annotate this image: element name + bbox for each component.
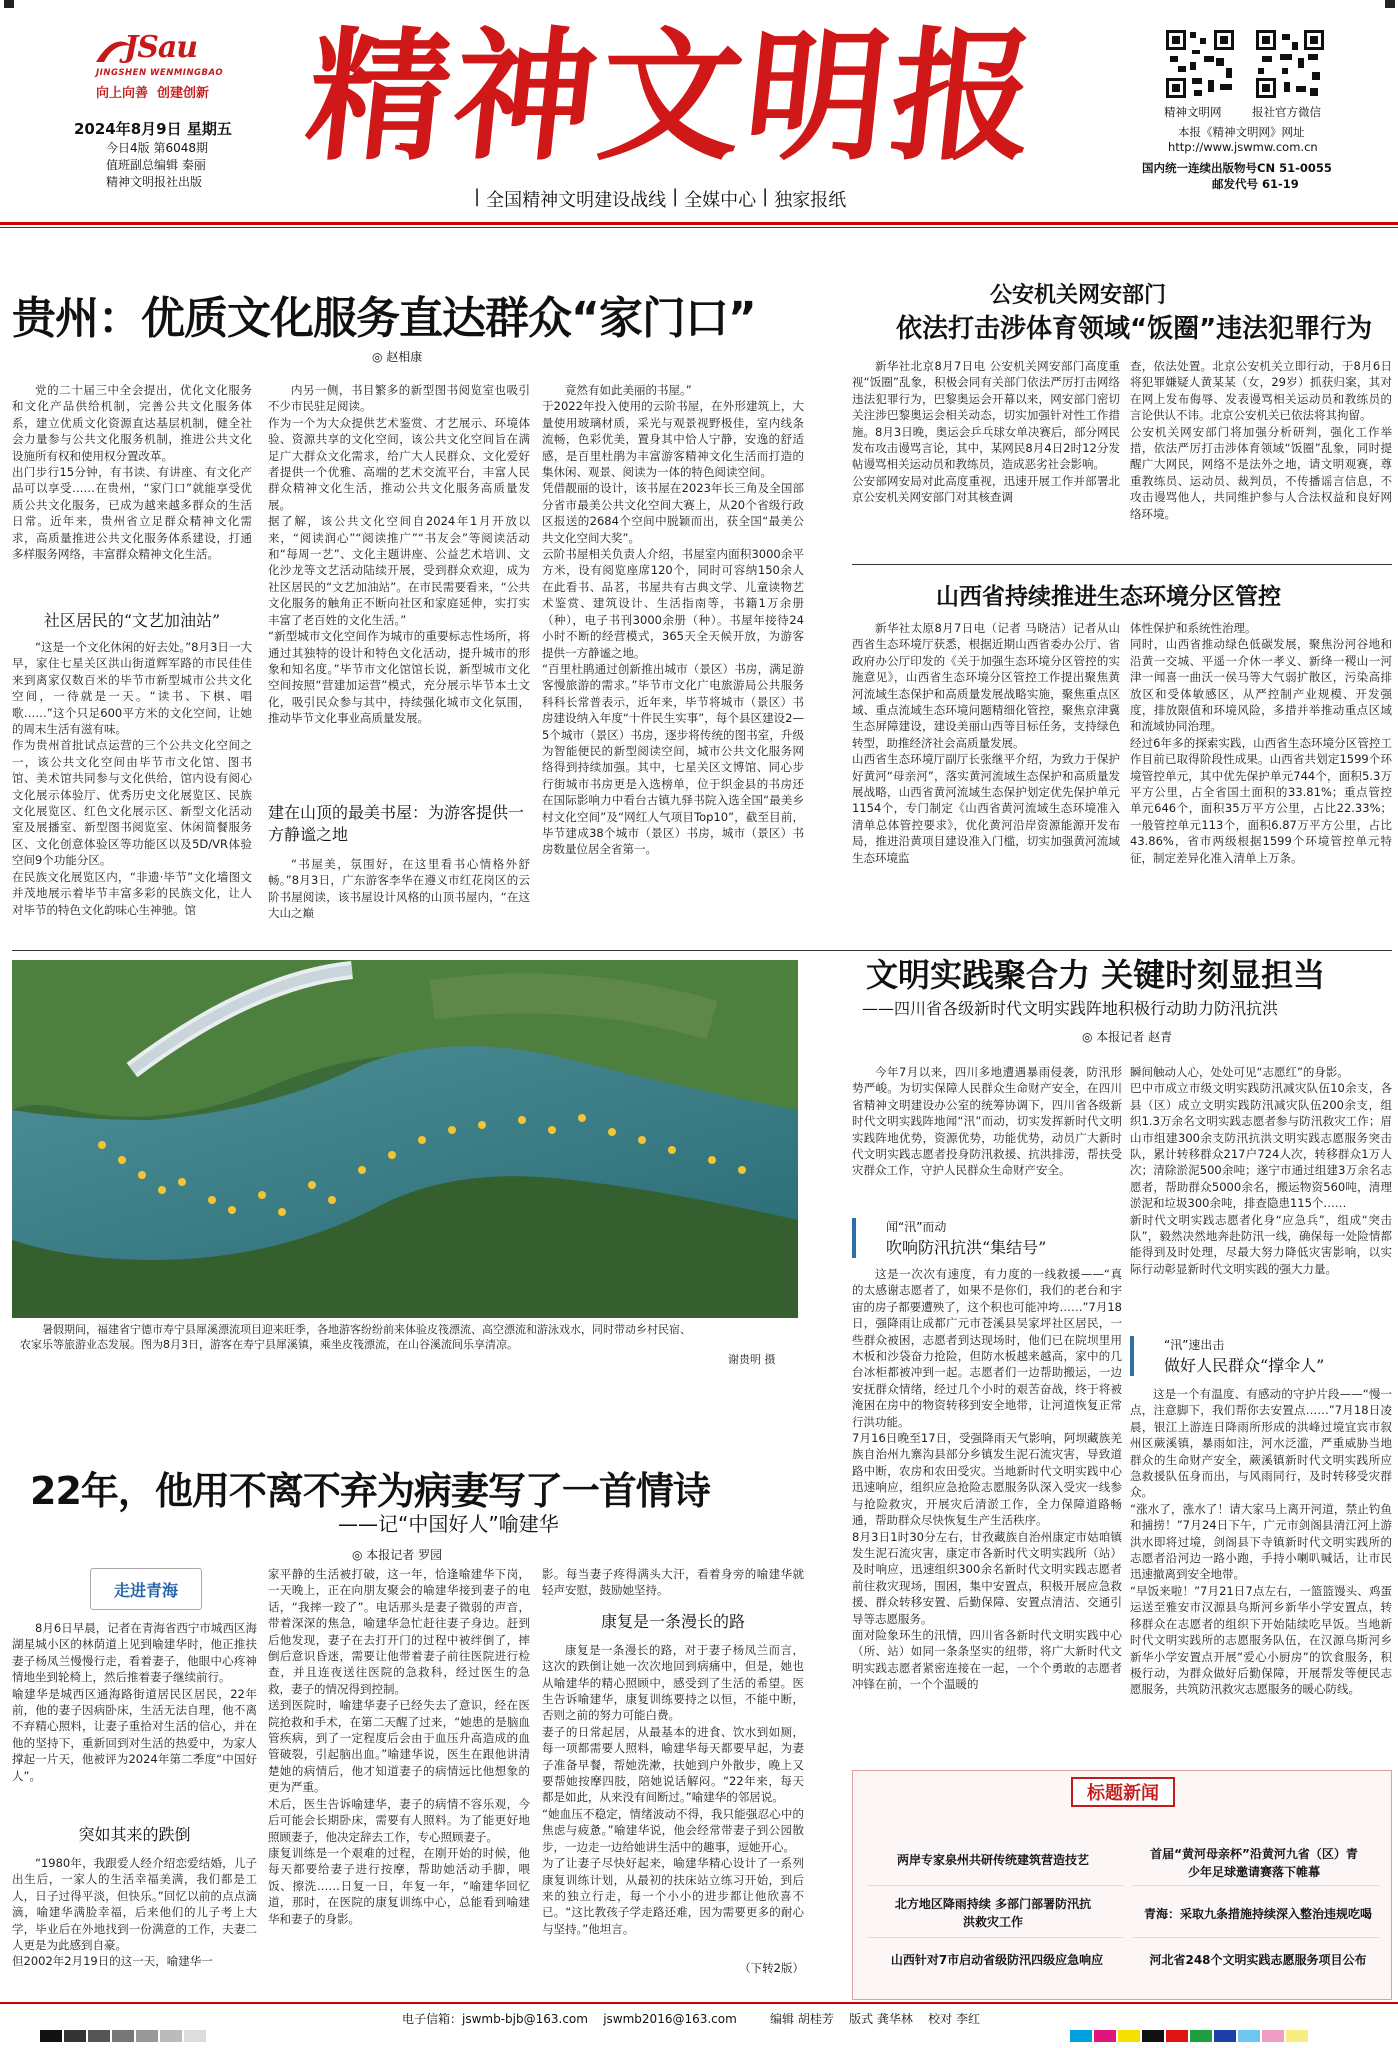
- lead-byline: ◎ 赵相康: [372, 350, 423, 364]
- divider: [852, 564, 1392, 565]
- registration-marks-top: [0, 0, 1398, 10]
- hero-col3-text: 影。每当妻子疼得满头大汗，看着身旁的喻建华就轻声安慰，鼓励她坚持。: [542, 1567, 804, 1598]
- nav-divider: |: [474, 186, 481, 207]
- website-label: 本报《精神文明网》网址: [1178, 125, 1305, 139]
- duty-editor: 值班副总编辑 秦丽: [106, 158, 206, 172]
- flood-sub2: 做好人民群众“撑伞人”: [1164, 1356, 1325, 1375]
- lead-sub2: 建在山顶的最美书屋：为游客提供一方静谧之地: [268, 803, 525, 844]
- news-item[interactable]: 山西针对7市启动省级防汛四级应急响应: [890, 1953, 1104, 1967]
- police-col1: 新华社北京8月7日电 公安机关网安部门高度重视“饭圈”乱象，积极会同有关部门依法严厉打击网络违法犯罪行为，巴黎奥运会开幕以来，网安部门密切关注涉巴黎奥运会相关动态，切实加强针对性工作措施。8月3日晚，奥运会乒乓球女单决赛后，部分网民发布攻击谩骂言论，其中，某网民8月4日2时12分发帖谩骂相关运动员和教练员，造成恶劣社会影响。 公安部网安局对此高度重视，迅速开展工作并部署北京公安机关网安部门对其核查调: [852, 359, 1120, 505]
- qinghai-badge: [90, 1568, 202, 1610]
- logo: [74, 30, 224, 110]
- shanxi-col2: 体性保护和系统性治理。 同时，山西省推动绿色低碳发展，聚焦汾河谷地和沿黄一交城、平遥一介休一孝义、新绛一稷山一河津一闻喜一曲沃一侯马等大气弱扩散区，污染高排放区和受体敏感区，从严控制产业规模、开发强度，排放限值和环境风险，多措并举推动重点区域和流域协同治理。 经过6年多的探索实践，山西省生态环境分区管控工作目前已取得阶段性成果。山西省共划定1599个环境管控单元，其中优先保护单元744个，面积5.3万平方公里，占全省国土面积的33.81%；重点管控单元646个，面积35万平方公里，占比22.33%；一般管控单元113个，面积6.87万平方公里，占比43.86%，省市两级根据1599个环境管控单元特征，制定差异化准入清单上万条。: [1130, 621, 1392, 865]
- hero-col2: 家平静的生活被打破，这一年，恰逢喻建华下岗，一天晚上，正在向朋友聚会的喻建华接到妻子的电话，“我摔一跤了”。电话那头是妻子微弱的声音，带着深深的焦急，喻建华急忙赶往妻子身边。赶到后他发现，妻子在去打开门的过程中被绊倒了，摔倒后意识昏迷，需要让他带着妻子前往医院进行检查，并且连夜送往医院的急救科，经过医生的急救，妻子的情况得到控制。 送到医院时，喻建华妻子已经失去了意识，经在医院抢救和手术，在第二天醒了过来，“她患的是脑血管疾病，到了一定程度后会由于血压升高造成的血管破裂，引起脑出血。”喻建华说，医生在跟他讲清楚她的病情后，他才知道妻子的病情远比他想象的更为严重。 术后，医生告诉喻建华，妻子的病情不容乐观，今后可能会长期卧床，需要有人照料。为了能更好地照顾妻子，他决定辞去工作，专心照顾妻子。 康复训练是一个艰难的过程，在刚开始的时候，他每天都要给妻子进行按摩，帮助她活动手脚，喂饭、擦洗……日复一日，年复一年，“喻建华回忆道，那时，在医院的康复训练中心，总能看到喻建华和妻子的身影。: [268, 1567, 530, 1926]
- news-item[interactable]: 河北省248个文明实践志愿服务项目公布: [1149, 1953, 1367, 1967]
- lead-sub1: 社区居民的“文艺加油站”: [43, 611, 221, 630]
- publisher: 精神文明报社出版: [106, 175, 203, 189]
- news-item[interactable]: 首届“黄河母亲杯”沿黄河九省（区）青少年足球邀请赛落下帷幕: [1150, 1847, 1358, 1879]
- flood-byline: ◎ 本报记者 赵青: [1082, 1030, 1173, 1044]
- flood-col1-text: 今年7月以来，四川多地遭遇暴雨侵袭，防汛形势严峻。为切实保障人民群众生命财产安全，在四川省精神文明建设办公室的统筹协调下，四川省各级新时代文明实践阵地闻“汛”而动，切实发挥新时代文明实践阵地优势，资源优势，功能优势，动员广大新时代文明实践志愿者投身防汛救援、抗洪排涝，帮扶受灾群众工作，守护人民群众生命财产安全。: [852, 1065, 1122, 1178]
- news-item[interactable]: 北方地区降雨持续 多部门部署防汛抗洪救灾工作: [894, 1897, 1092, 1929]
- flood-sub1: 吹响防汛抗洪“集结号”: [886, 1238, 1047, 1257]
- flood-sub1-box: [852, 1218, 1122, 1258]
- logo-swoosh-icon: [94, 38, 134, 68]
- hero-col1b-text: “1980年，我跟爱人经介绍恋爱结婚，儿子出生后，一家人的生活幸福美满，我们都是工人，日子过得平淡，但快乐。”回忆以前的点点滴滴，喻建华满脸幸福，后来他们的儿子考上大学，毕业后在外地找到一份满意的工作，夫妻二人更是为此感到自豪。 但2002年2月19日的这一天，喻建华一: [12, 1856, 257, 1969]
- lead-col2: [268, 382, 530, 945]
- police-kicker: 公安机关网安部门: [990, 283, 1167, 308]
- color-registration-bar: [40, 2030, 320, 2044]
- report-label: 报社官方微信: [1252, 105, 1321, 119]
- news-divider: [1133, 1937, 1379, 1938]
- masthead-nav: [468, 186, 846, 212]
- news-box-title-wrap: [1071, 1777, 1175, 1807]
- nav-divider: |: [762, 186, 769, 207]
- hero-continued: （下转2版）: [739, 1960, 804, 1975]
- lead-col1b-text: “这是一个文化休闲的好去处。”8月3日一大早，家住七星关区洪山街道辉军路的市民佳佳来到离家仅数百米的毕节市新型城市公共文化空间，一待就是一天。“读书、下棋、唱歌……”这个只足600平方米的文化空间，让她的周末生活有滋有味。 作为贵州首批试点运营的三个公共文化空间之一，该公共文化空间由毕节市文化馆、图书馆、美术馆共同参与文化供给，馆内设有阅心文化展示体验厅、优秀历史文化展览区、民族文化展览区、红色文化展示区、新型文化活动室及展播室、新型图书阅览室、休闲简餐服务区、文化创意体验区等功能区以及5D/VR体验空间9个功能分区。 在民族文化展览区内，“非遗·毕节”文化墙图文并茂地展示着毕节丰富多彩的民族文化，让人对毕节的特色文化韵味心生神驰。馆: [12, 640, 252, 917]
- hero-col1: [12, 1620, 257, 1998]
- police-headline: 依法打击涉体育领域“饭圈”违法犯罪行为: [896, 314, 1373, 344]
- lead-col3-text: 竟然有如此美丽的书屋。” 于2022年投入使用的云阶书屋，在外形建筑上，大量使用玻璃材质，采光与观景视野极佳，室内线条流畅，色彩优美，置身其中恰人宁静，安逸的舒适感，是百里杜鹃为丰富游客精神文化生活而打造的集休闲、观景、阅读为一体的特色阅读空间。 凭借靓丽的设计，该书屋在2023年长三角及全国部分省市最美公共文化空间大赛上，从20个省级行政区报送的2684个空间中脱颖而出，获全国“最美公共文化空间大奖”。 云阶书屋相关负责人介绍，书屋室内面积3000余平方米，设有阅览座席120个，同时可容纳150余人在此看书、品茗，书屋共有古典文学、儿童读物艺术鉴赏、建筑设计、生活指南等，书籍1万余册（种），电子书刊3000余册（种）。书屋年接待24小时不断的经营模式，365天全天候开放，为游客提供一方静谧之地。 “百里杜鹃通过创新推出城市（景区）书房，满足游客慢旅游的需求。”毕节市文化广电旅游局公共服务科科长常普表示，近年来，毕节将城市（景区）书房建设纳入年度“十件民生实事”，每个县区建设2—5个城市（景区）书房，逐步将传统的图书室，升级为智能便民的新型阅读空间，城市公共文化服务网络得到持续加强。其中，七星关区文博馆、同心步行街城市书房更是入选榜单，位于织金县的书房还在国际影响力中看台古镇九驿书院入选全国“最美乡村文化空间”及“网红人气项目Top10”，截至目前，毕节建成38个城市（景区）书房，城市（景区）书房数量位居全省第一。: [542, 383, 804, 857]
- photo-credit: 谢贵明 摄: [728, 1353, 776, 1366]
- flood-col1: [852, 1064, 1122, 1862]
- hero-sub2: 康复是一条漫长的路: [600, 1611, 745, 1631]
- post-code: 邮发代号 61-19: [1212, 177, 1299, 191]
- headline-news-box: [852, 1770, 1392, 2000]
- shanxi-col1: 新华社太原8月7日电（记者 马晓洁）记者从山西省生态环境厅获悉，根据近期山西省委办公厅、省政府办公厅印发的《关于加强生态环境分区管控的实施意见》，山西省生态环境分区管控工作提出聚焦黄河流域生态保护和高质量发展战略实施，聚焦重点区域、重点流域生态环境问题精细化管控，聚焦京津冀生态屏障建设，建设美丽山西等目标任务，支持绿色转型，助推经济社会高质量发展。 山西省生态环境厅副厅长张继平介绍，为致力于保护好黄河“母亲河”，落实黄河流域生态保护和高质量发展战略，山西省黄河流域生态保护划定优先保护单元1154个，专门制定《山西省黄河流域生态环境准入清单总体管控要求》，优化黄河沿岸资源能源开发布局，推进沿黄项目建设准入门槛，切实加强黄河流域生态环境监: [852, 621, 1120, 865]
- lead-col1: [12, 382, 252, 945]
- lead-col2b-text: “书屋美，氛围好，在这里看书心情格外舒畅。”8月3日，广东游客李华在遵义市红花岗区的云阶书屋阅读，该书屋设计风格的山顶书屋内，“在这大山之巅: [268, 857, 530, 921]
- wechat-qr-code[interactable]: [1164, 28, 1236, 100]
- flood-sub1-small: 闻“汛”而动: [886, 1220, 947, 1234]
- nav-item-campaign[interactable]: 全国精神文明建设战线: [486, 190, 667, 211]
- issue-date: 2024年8月9日 星期五: [74, 120, 232, 138]
- masthead-rule: [0, 222, 1398, 225]
- slogan: 向上向善 创建创新: [96, 86, 210, 101]
- logo-pinyin: JINGSHEN WENMINGBAO: [96, 68, 224, 78]
- nav-item-paper[interactable]: 独家报纸: [774, 190, 847, 211]
- footer-rule: [0, 2002, 1398, 2004]
- hero-col3b-text: 康复是一条漫长的路，对于妻子杨凤兰而言，这次的跌倒让她一次次地回到病痛中，但是，她也从喻建华的精心照顾中，感受到了生活的希望。医生告诉喻建华，康复训练要持之以恒，不能中断，否则之前的努力可能白费。 妻子的日常起居，从最基本的进食、饮水到如厕，每一项都需要人照料，喻建华每天都要早起，为妻子准备早餐，帮她洗漱，扶她到户外散步，晚上又要帮她按摩四肢，陪她说话解闷。“22年来，每天都是如此，从来没有间断过。”喻建华的邻居说。 “她血压不稳定，情绪波动不得，我只能强忍心中的焦虑与疲惫。”喻建华说，他会经常带妻子到公园散步，一边走一边给她讲生活中的趣事，逗她开心。 为了让妻子尽快好起来，喻建华精心设计了一系列康复训练计划，从最初的扶床站立练习开始，到后来的独立行走，每一个小小的进步都让他欣喜不已。“这比教孩子学走路还难，因为需要更多的耐心与坚持。”他坦言。: [542, 1642, 804, 1936]
- flood-sub2-small: “汛”速出击: [1164, 1338, 1225, 1352]
- website-link[interactable]: http://www.jswmw.com.cn: [1168, 140, 1318, 154]
- flood-subtitle: ——四川省各级新时代文明实践阵地积极行动助力防汛抗洪: [862, 999, 1279, 1018]
- footer-email: 电子信箱：jswmb-bjb@163.com jswmb2016@163.com: [402, 2012, 737, 2026]
- newspaper-title: 精神文明报: [299, 14, 1047, 180]
- lead-headline: 贵州：优质文化服务直达群众“家门口”: [12, 293, 756, 344]
- flood-sub2-box: [1130, 1336, 1392, 1376]
- flood-col2-text: 瞬间触动人心，处处可见“志愿红”的身影。 巴中市成立市级文明实践防汛减灾队伍10余支，各县（区）成立文明实践防汛减灾队伍200余支，组织1.3万余名文明实践志愿者参与防汛救灾工作；眉山市组建300余支防汛抗洪文明实践志愿服务突击队，累计转移群众217户724人次，转移群众1万人次；清除淤泥500余吨；遂宁市通过组建3万余名志愿者，帮助群众5000余名，搬运物资560吨，清理淤泥和垃圾300余吨，排查隐患115个…… 新时代文明实践志愿者化身“应急兵”，组成“突击队”，毅然决然地奔赴防汛一线，确保每一处险情都能得到及时处理，尽最大努力降低灾害影响，以实际行动彰显新时代文明实践的强大力量。: [1130, 1065, 1392, 1276]
- logo-brand: JSau: [124, 30, 198, 65]
- lead-col1-text: 党的二十届三中全会提出，优化文化服务和文化产品供给机制，完善公共文化服务体系，建立优质文化资源直达基层机制，健全社会力量参与公共文化服务机制，推进公共文化设施所有权和使用权分置改革。 出门步行15分钟，有书读、有讲座、有文化产品可以享受……在贵州，“家门口”就能享受优质公共文化服务，已成为越来越多群众的生活日常。近年来，贵州省立足群众精神文化需求，高质量推进公共文化服务体系建设，打通多样服务网络，丰富群众精神文化生活。: [12, 383, 252, 562]
- flood-col1b-text: 这是一次次有速度，有力度的一线救援——“真的太感谢志愿者了，如果不是你们，我们的老台和宇宙的房子都要遭殃了，这个积也可能冲垮……”7月18日，强降雨让成都广元市苍溪县吴家坪社区居民，一些群众被困，志愿者到达现场时，他们已在院坝里用木板和沙袋奋力抢险，但防水板越来越高，家中的几台冰柜都被冲到一起。志愿者们一边帮助搬运，一边安抚群众情绪，经过几个小时的艰苦奋战，终于将被淹困在房中的物资转移到安全地带，让河道恢复正常行洪功能。 7月16日晚至17日，受强降雨天气影响，阿坝藏族羌族自治州九寨沟县部分乡镇发生泥石流灾害，导致道路中断，农房和农田受灾。当地新时代文明实践中心迅速响应，组织应急抢险志愿服务队深入受灾一线参与抢险救灾，开展灾后清淤工作，全力保障道路畅通，帮助群众尽快恢复生产生活秩序。 8月3日1时30分左右，甘孜藏族自治州康定市姑咱镇发生泥石流灾害，康定市各新时代文明实践所（站）及时响应，迅速组织300余名新时代文明实践志愿者前往救灾现场，围困，集中安置点，积极开展应急救援、群众转移安置、后勤保障、安置点清洁、交通引导等志愿服务。 面对险象环生的汛情，四川省各新时代文明实践中心（所、站）如同一条条坚实的纽带，将广大新时代文明实践志愿者紧密连接在一起，一个个勇敢的志愿者冲锋在前，一个个温暖的: [852, 1267, 1122, 1692]
- photo-caption: 暑假期间，福建省宁德市寿宁县犀溪漂流项目迎来旺季，各地游客纷纷前来体验皮筏漂流、高空漂流和游泳戏水，同时带动乡村民宿、农家乐等旅游业态发展。图为8月3日，游客在寿宁县犀溪镇，乘坐皮筏漂流，在山谷溪流间乐享清凉。: [20, 1323, 691, 1351]
- flood-col2b-text: 这是一个有温度、有感动的守护片段——“慢一点，注意脚下，我们帮你去安置点……”7月18日凌晨，银江上游连日降雨所形成的洪峰过境宜宾市叙州区蕨溪镇，暴雨如注，河水泛滥，严重威胁当地群众的生命财产安全，蕨溪镇新时代文明实践所应急救援队伍身而出，与风雨同行，及时转移受灾群众。 “涨水了，涨水了！请大家马上离开河道，禁止钓鱼和捕捞！”7月24日下午，广元市剑阁县清江河上游洪水即将过境，剑阁县下寺镇新时代文明实践所的志愿者沿河边一路小跑，手持小喇叭喊话，让市民迅速撤离到安全地带。 “早饭来啦！”7月21日7点左右，一篮篮馒头、鸡蛋运送至雅安市汉源县乌斯河乡新华小学安置点，转移群众在志愿者的组织下开始陆续吃早饭。当地新时代文明实践所的志愿服务队伍，在汉源乌斯河乡新华小学安置点开展“爱心小厨房”的饮食服务，积极行动，为群众做好后勤保障，开展帮发等便民志愿服务，共筑防汛救灾志愿服务的暖心防线。: [1130, 1387, 1392, 1697]
- hero-sub1: 突如其来的跌倒: [78, 1825, 191, 1844]
- flood-col2: [1130, 1064, 1392, 1862]
- nav-item-media[interactable]: 全媒中心: [684, 190, 757, 211]
- news-item[interactable]: 两岸专家泉州共研传统建筑营造技艺: [896, 1853, 1089, 1867]
- hero-headline: 22年，他用不离不弃为病妻写了一首情诗: [30, 1469, 710, 1513]
- report-qr-code[interactable]: [1254, 28, 1326, 100]
- news-divider: [867, 1937, 1123, 1938]
- hero-byline: ◎ 本报记者 罗园: [352, 1548, 443, 1562]
- lead-col3: [542, 382, 804, 945]
- news-divider: [867, 1885, 1123, 1886]
- nav-divider: |: [672, 186, 679, 207]
- lead-col2-text: 内另一侧，书目繁多的新型图书阅览室也吸引不少市民驻足阅读。 作为一个为大众提供艺术鉴赏、才艺展示、环境体验、资源共享的文化空间，该公共文化空间旨在满足广大群众文化需求，给广大人民群众、文化爱好者提供一个优雅、高端的艺术交流平台，丰富人民群众精神文化生活，推动公共文化服务高质量发展。 据了解，该公共文化空间自2024年1月开放以来，“阅读润心”“阅读推广”“书友会”等阅读活动和“每周一艺”、文化主题讲座、公益艺术培训、文化沙龙等文艺活动陆续开展，受到群众欢迎，成为社区居民的“文艺加油站”。在市民需要看来，“公共文化服务的触角正不断向社区和家庭延伸，实打实丰富了老百姓的文化生活。” “新型城市文化空间作为城市的重要标志性场所，将通过其独特的设计和特色文化活动，提升城市的形象和知名度。”毕节市文化馆馆长说，新型城市文化空间按照“营建加运营”模式，充分展示毕节本土文化，吸引民众参与其中，持续强化城市文化氛围，推动毕节文化事业高质量发展。: [268, 383, 530, 726]
- cn-number: 国内统一连续出版物号CN 51-0055: [1142, 161, 1332, 175]
- qinghai-badge-text: 走进青海: [113, 1580, 178, 1600]
- shanxi-headline: 山西省持续推进生态环境分区管控: [936, 584, 1281, 610]
- hero-col3: [542, 1566, 804, 1998]
- news-item[interactable]: 青海：采取九条措施持续深入整治违规吃喝: [1143, 1907, 1372, 1921]
- hero-col1-text: 8月6日早晨，记者在青海省西宁市城西区海湖星城小区的林荫道上见到喻建华时，他正推扶妻子杨凤兰慢慢行走，看着妻子，他眼中心疼神情地坐到轮椅上，然后推着妻子继续前行。 喻建华是城西区通海路街道居民区居民，22年前，他的妻子因病卧床，生活无法自理，他不离不弃精心照料，让妻子重拾对生活的信心，并在他的坚持下，重新回到对生活的热爱中，为家人撑起一片天，他被评为2024年第二季度“中国好人”。: [12, 1621, 257, 1783]
- footer-credits: 编辑 胡桂芳 版式 龚华林 校对 李红: [770, 2012, 980, 2026]
- river-rafting-photo: [12, 960, 798, 1318]
- issue-info: [74, 118, 284, 191]
- issue-number: 今日4版 第6048期: [106, 141, 208, 155]
- wechat-label: 精神文明网: [1164, 105, 1222, 119]
- color-registration-bar: [1070, 2030, 1390, 2044]
- flood-headline: 文明实践聚合力 关键时刻显担当: [866, 956, 1326, 994]
- masthead-rule-thin: [0, 227, 1398, 228]
- news-divider: [1133, 1885, 1379, 1886]
- police-col2: 查，依法处置。北京公安机关立即行动，于8月6日将犯罪嫌疑人黄某某（女，29岁）抓获归案，其对在网上发布侮辱、发表谩骂相关运动员和教练员的言论供认不讳。北京公安机关已依法将其拘留。 公安机关网安部门将加强分析研判，强化工作举措，依法严厉打击涉体育领域“饭圈”乱象，同时提醒广大网民，网络不是法外之地，请文明观赛，尊重教练员、运动员、裁判员，不传播谣言信息，不攻击谩骂他人，共同维护参与人合法权益和良好网络环境。: [1130, 359, 1392, 521]
- hero-subtitle: ——记“中国好人”喻建华: [338, 1512, 559, 1536]
- news-box-title: 标题新闻: [1087, 1783, 1159, 1804]
